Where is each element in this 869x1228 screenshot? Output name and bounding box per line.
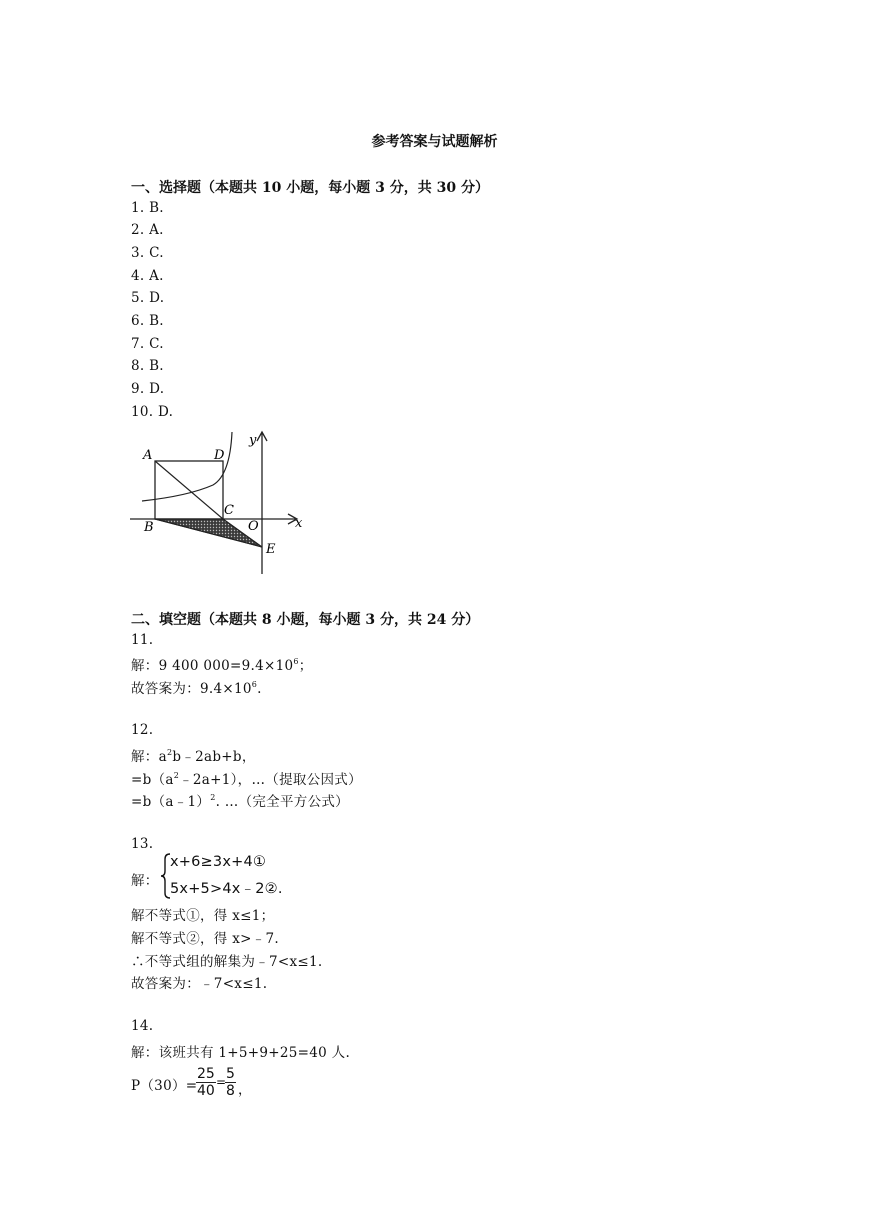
solution-line: 解不等式②，得 x>﹣7.	[131, 931, 279, 947]
section-heading-fill-in: 二、填空题（本题共 8 小题，每小题 3 分，共 24 分）	[131, 612, 480, 628]
solution-line: 解不等式①，得 x≤1；	[131, 908, 275, 924]
answer-item: 8. B.	[131, 358, 164, 374]
answer-item: 9. D.	[131, 381, 165, 397]
denominator: 40	[197, 1083, 215, 1099]
equals-sign: =	[216, 1075, 227, 1089]
solution-line: 解：9 400 $000=9.4\times 10^6$；	[131, 657, 313, 674]
solution-line: =b（a﹣1）$^2$. …（完全平方公式）	[131, 793, 349, 810]
section-heading-choice: 一、选择题（本题共 10 小题，每小题 3 分，共 30 分）	[131, 180, 489, 196]
question-number: 11.	[131, 632, 154, 648]
solution-line: 解：该班共有 1+5+9+25=40 人.	[131, 1045, 351, 1061]
answer-line: 故答案为：$9.4\times 10^6$.	[131, 680, 262, 697]
solution-line: $=b(a^2﹣2a+1)$，…（提取公因式）	[131, 771, 362, 788]
solution-line: 解：$a^2b﹣2ab+b$，	[131, 748, 256, 765]
question-number: 12.	[131, 722, 154, 738]
system-equation-2: 5x+5>4x﹣2②.	[170, 881, 283, 897]
answer-item: 5. D.	[131, 290, 165, 306]
denominator: 8	[226, 1083, 235, 1099]
label-a: A	[143, 448, 153, 463]
answer-item: 4. A.	[131, 268, 164, 284]
label-c: C	[224, 503, 234, 518]
label-e: E	[266, 542, 276, 557]
comma: ，	[238, 1082, 252, 1098]
solve-label: 解：	[131, 873, 159, 889]
answer-line: 故答案为：﹣7<x≤1.	[131, 976, 268, 992]
fraction-5-8	[225, 1066, 236, 1099]
probability-label: P（30）=	[131, 1078, 198, 1094]
answer-item: 6. B.	[131, 313, 164, 329]
page-title: 参考答案与试题解析	[371, 134, 498, 150]
answer-item: 7. C.	[131, 336, 164, 352]
question-number: 14.	[131, 1018, 154, 1034]
answer-item: 1. B.	[131, 200, 164, 216]
question-number: 13.	[131, 836, 154, 852]
fraction-25-40	[196, 1066, 216, 1099]
answer-item: 2. A.	[131, 222, 164, 238]
geometry-figure	[128, 430, 308, 578]
label-o: O	[248, 519, 259, 534]
system-equation-1: x+6≥3x+4①	[170, 854, 267, 870]
label-b: B	[144, 520, 154, 535]
label-x: x	[295, 516, 303, 531]
numerator: 25	[197, 1066, 215, 1082]
numerator: 5	[226, 1066, 235, 1082]
inequality-system	[160, 853, 300, 899]
label-y: y	[249, 433, 257, 448]
label-d: D	[214, 448, 225, 463]
diagonal-ac	[155, 461, 223, 519]
answer-item: 10. D.	[131, 404, 174, 420]
solution-line: ∴不等式组的解集为﹣7<x≤1.	[131, 954, 323, 970]
answer-item: 3. C.	[131, 245, 164, 261]
